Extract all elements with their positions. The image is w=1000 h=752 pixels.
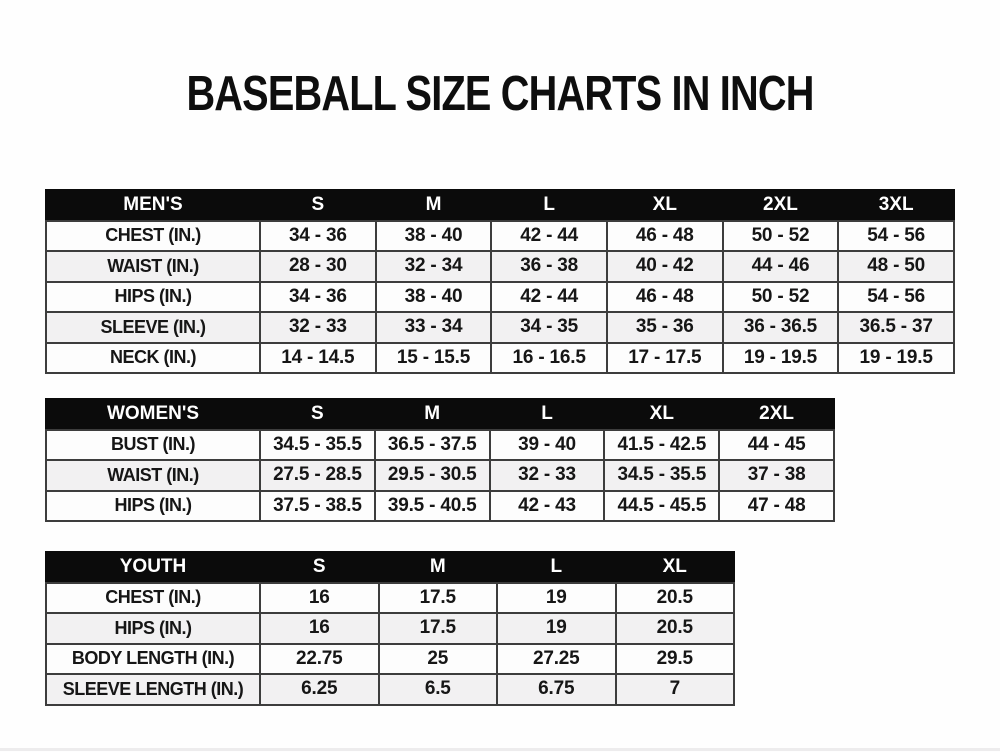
womens-cell-m: 29.5 - 30.5 xyxy=(375,460,490,491)
womens-cell-s: 37.5 - 38.5 xyxy=(260,491,375,522)
mens-cell-xl: 46 - 48 xyxy=(607,282,723,313)
mens-row-label: SLEEVE (IN.) xyxy=(46,312,260,343)
womens-cell-m: 36.5 - 37.5 xyxy=(375,430,490,461)
youth-cell-xl: 7 xyxy=(616,674,735,705)
mens-row-label: HIPS (IN.) xyxy=(46,282,260,313)
mens-cell-l: 36 - 38 xyxy=(491,251,607,282)
youth-cell-m: 25 xyxy=(379,644,498,675)
mens-cell-3xl: 48 - 50 xyxy=(838,251,954,282)
womens-row-label: WAIST (IN.) xyxy=(46,460,260,491)
mens-cell-2xl: 44 - 46 xyxy=(723,251,839,282)
mens-row-0 xyxy=(46,221,954,252)
mens-cell-m: 32 - 34 xyxy=(376,251,492,282)
mens-row-3 xyxy=(46,312,954,343)
mens-size-table xyxy=(45,189,955,374)
mens-size-header-xl: XL xyxy=(607,190,723,221)
mens-cell-3xl: 54 - 56 xyxy=(838,221,954,252)
womens-cell-l: 39 - 40 xyxy=(490,430,605,461)
youth-cell-xl: 20.5 xyxy=(616,583,735,614)
youth-row-2 xyxy=(46,644,734,675)
womens-size-header-xl: XL xyxy=(604,399,719,430)
womens-group-label: WOMEN'S xyxy=(46,399,260,430)
mens-cell-xl: 40 - 42 xyxy=(607,251,723,282)
womens-size-header-s: S xyxy=(260,399,375,430)
youth-row-label: SLEEVE LENGTH (IN.) xyxy=(46,674,260,705)
mens-size-header-l: L xyxy=(491,190,607,221)
youth-row-3 xyxy=(46,674,734,705)
mens-row-label: NECK (IN.) xyxy=(46,343,260,374)
womens-cell-m: 39.5 - 40.5 xyxy=(375,491,490,522)
youth-cell-s: 6.25 xyxy=(260,674,379,705)
womens-row-label: HIPS (IN.) xyxy=(46,491,260,522)
mens-cell-2xl: 19 - 19.5 xyxy=(723,343,839,374)
youth-cell-l: 19 xyxy=(497,583,616,614)
mens-cell-3xl: 54 - 56 xyxy=(838,282,954,313)
mens-group-label: MEN'S xyxy=(46,190,260,221)
womens-cell-xl: 44.5 - 45.5 xyxy=(604,491,719,522)
mens-cell-l: 16 - 16.5 xyxy=(491,343,607,374)
youth-cell-m: 17.5 xyxy=(379,583,498,614)
mens-cell-2xl: 36 - 36.5 xyxy=(723,312,839,343)
womens-cell-xl: 41.5 - 42.5 xyxy=(604,430,719,461)
womens-cell-2xl: 47 - 48 xyxy=(719,491,834,522)
youth-cell-s: 16 xyxy=(260,613,379,644)
youth-cell-s: 22.75 xyxy=(260,644,379,675)
page-title: BASEBALL SIZE CHARTS IN INCH xyxy=(186,67,814,121)
youth-group-label: YOUTH xyxy=(46,552,260,583)
womens-size-header-m: M xyxy=(375,399,490,430)
youth-cell-l: 27.25 xyxy=(497,644,616,675)
mens-cell-l: 42 - 44 xyxy=(491,221,607,252)
mens-size-header-2xl: 2XL xyxy=(723,190,839,221)
womens-size-header-2xl: 2XL xyxy=(719,399,834,430)
womens-row-2 xyxy=(46,491,834,522)
mens-cell-xl: 46 - 48 xyxy=(607,221,723,252)
youth-cell-m: 6.5 xyxy=(379,674,498,705)
womens-row-label: BUST (IN.) xyxy=(46,430,260,461)
womens-cell-2xl: 37 - 38 xyxy=(719,460,834,491)
womens-cell-xl: 34.5 - 35.5 xyxy=(604,460,719,491)
photo-artifact-smudge xyxy=(0,748,1000,751)
youth-cell-s: 16 xyxy=(260,583,379,614)
youth-cell-l: 19 xyxy=(497,613,616,644)
mens-row-1 xyxy=(46,251,954,282)
youth-size-header-xl: XL xyxy=(616,552,735,583)
mens-cell-3xl: 19 - 19.5 xyxy=(838,343,954,374)
youth-row-label: CHEST (IN.) xyxy=(46,583,260,614)
youth-header-row xyxy=(46,552,734,583)
mens-row-label: CHEST (IN.) xyxy=(46,221,260,252)
mens-cell-m: 38 - 40 xyxy=(376,221,492,252)
womens-size-table xyxy=(45,398,835,522)
womens-cell-s: 27.5 - 28.5 xyxy=(260,460,375,491)
mens-cell-2xl: 50 - 52 xyxy=(723,221,839,252)
youth-row-label: HIPS (IN.) xyxy=(46,613,260,644)
mens-cell-xl: 35 - 36 xyxy=(607,312,723,343)
mens-cell-s: 14 - 14.5 xyxy=(260,343,376,374)
youth-row-1 xyxy=(46,613,734,644)
mens-cell-m: 15 - 15.5 xyxy=(376,343,492,374)
mens-cell-m: 33 - 34 xyxy=(376,312,492,343)
womens-cell-l: 32 - 33 xyxy=(490,460,605,491)
youth-cell-xl: 29.5 xyxy=(616,644,735,675)
youth-size-header-l: L xyxy=(497,552,616,583)
mens-size-header-3xl: 3XL xyxy=(838,190,954,221)
mens-cell-l: 42 - 44 xyxy=(491,282,607,313)
youth-cell-m: 17.5 xyxy=(379,613,498,644)
mens-size-header-m: M xyxy=(376,190,492,221)
mens-cell-l: 34 - 35 xyxy=(491,312,607,343)
youth-size-header-s: S xyxy=(260,552,379,583)
mens-row-label: WAIST (IN.) xyxy=(46,251,260,282)
mens-header-row xyxy=(46,190,954,221)
womens-row-0 xyxy=(46,430,834,461)
mens-row-4 xyxy=(46,343,954,374)
womens-cell-2xl: 44 - 45 xyxy=(719,430,834,461)
mens-cell-s: 34 - 36 xyxy=(260,221,376,252)
womens-cell-s: 34.5 - 35.5 xyxy=(260,430,375,461)
mens-cell-2xl: 50 - 52 xyxy=(723,282,839,313)
youth-cell-xl: 20.5 xyxy=(616,613,735,644)
womens-row-1 xyxy=(46,460,834,491)
womens-size-header-l: L xyxy=(490,399,605,430)
youth-row-label: BODY LENGTH (IN.) xyxy=(46,644,260,675)
mens-row-2 xyxy=(46,282,954,313)
mens-size-header-s: S xyxy=(260,190,376,221)
youth-row-0 xyxy=(46,583,734,614)
mens-cell-m: 38 - 40 xyxy=(376,282,492,313)
youth-size-table xyxy=(45,551,735,706)
youth-size-header-m: M xyxy=(379,552,498,583)
womens-header-row xyxy=(46,399,834,430)
mens-cell-s: 32 - 33 xyxy=(260,312,376,343)
womens-cell-l: 42 - 43 xyxy=(490,491,605,522)
mens-cell-s: 34 - 36 xyxy=(260,282,376,313)
mens-cell-xl: 17 - 17.5 xyxy=(607,343,723,374)
youth-cell-l: 6.75 xyxy=(497,674,616,705)
mens-cell-s: 28 - 30 xyxy=(260,251,376,282)
mens-cell-3xl: 36.5 - 37 xyxy=(838,312,954,343)
